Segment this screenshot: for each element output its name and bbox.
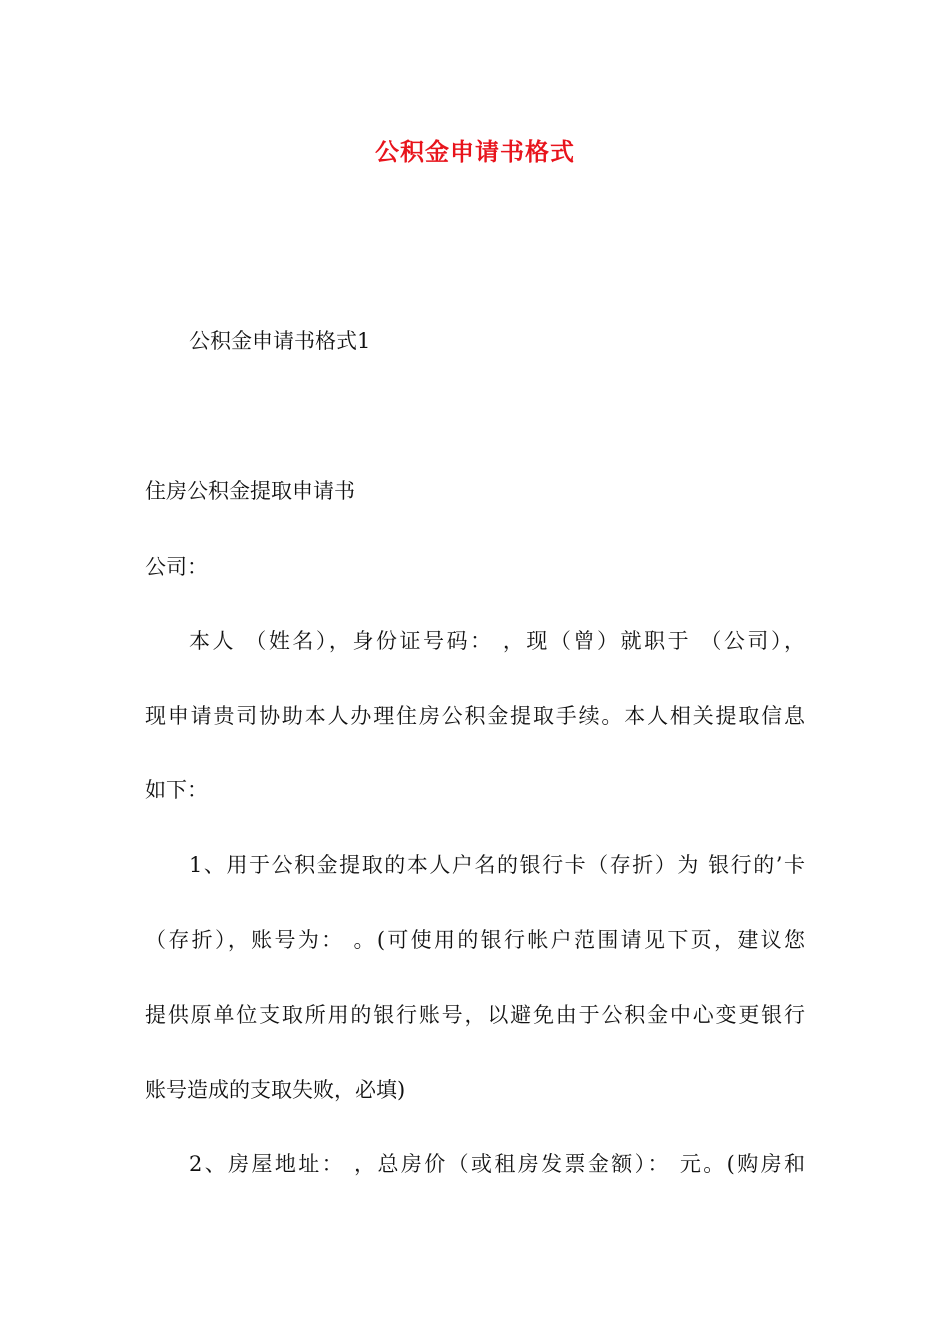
form-title: 住房公积金提取申请书 <box>145 479 355 503</box>
item1-line4: 账号造成的支取失败，必填) <box>145 1078 406 1102</box>
document-title: 公积金申请书格式 <box>375 137 575 166</box>
salutation: 公司： <box>145 555 208 579</box>
item1-line2: （存折），账号为： 。(可使用的银行帐户范围请见下页，建议您 <box>145 928 805 952</box>
section-heading: 公积金申请书格式1 <box>189 329 371 353</box>
paragraph1-line1: 本人 （姓名），身份证号码： ，现（曾）就职于 （公司）， <box>189 629 805 653</box>
item2-line1: 2、房屋地址： ，总房价（或租房发票金额）： 元。(购房和 <box>189 1152 805 1176</box>
item1-line3: 提供原单位支取所用的银行账号，以避免由于公积金中心变更银行 <box>145 1003 805 1027</box>
item1-line1: 1、用于公积金提取的本人户名的银行卡（存折）为 银行的’卡 <box>189 853 805 877</box>
paragraph1-line3: 如下： <box>145 778 208 802</box>
paragraph1-line2: 现申请贵司协助本人办理住房公积金提取手续。本人相关提取信息 <box>145 704 805 728</box>
